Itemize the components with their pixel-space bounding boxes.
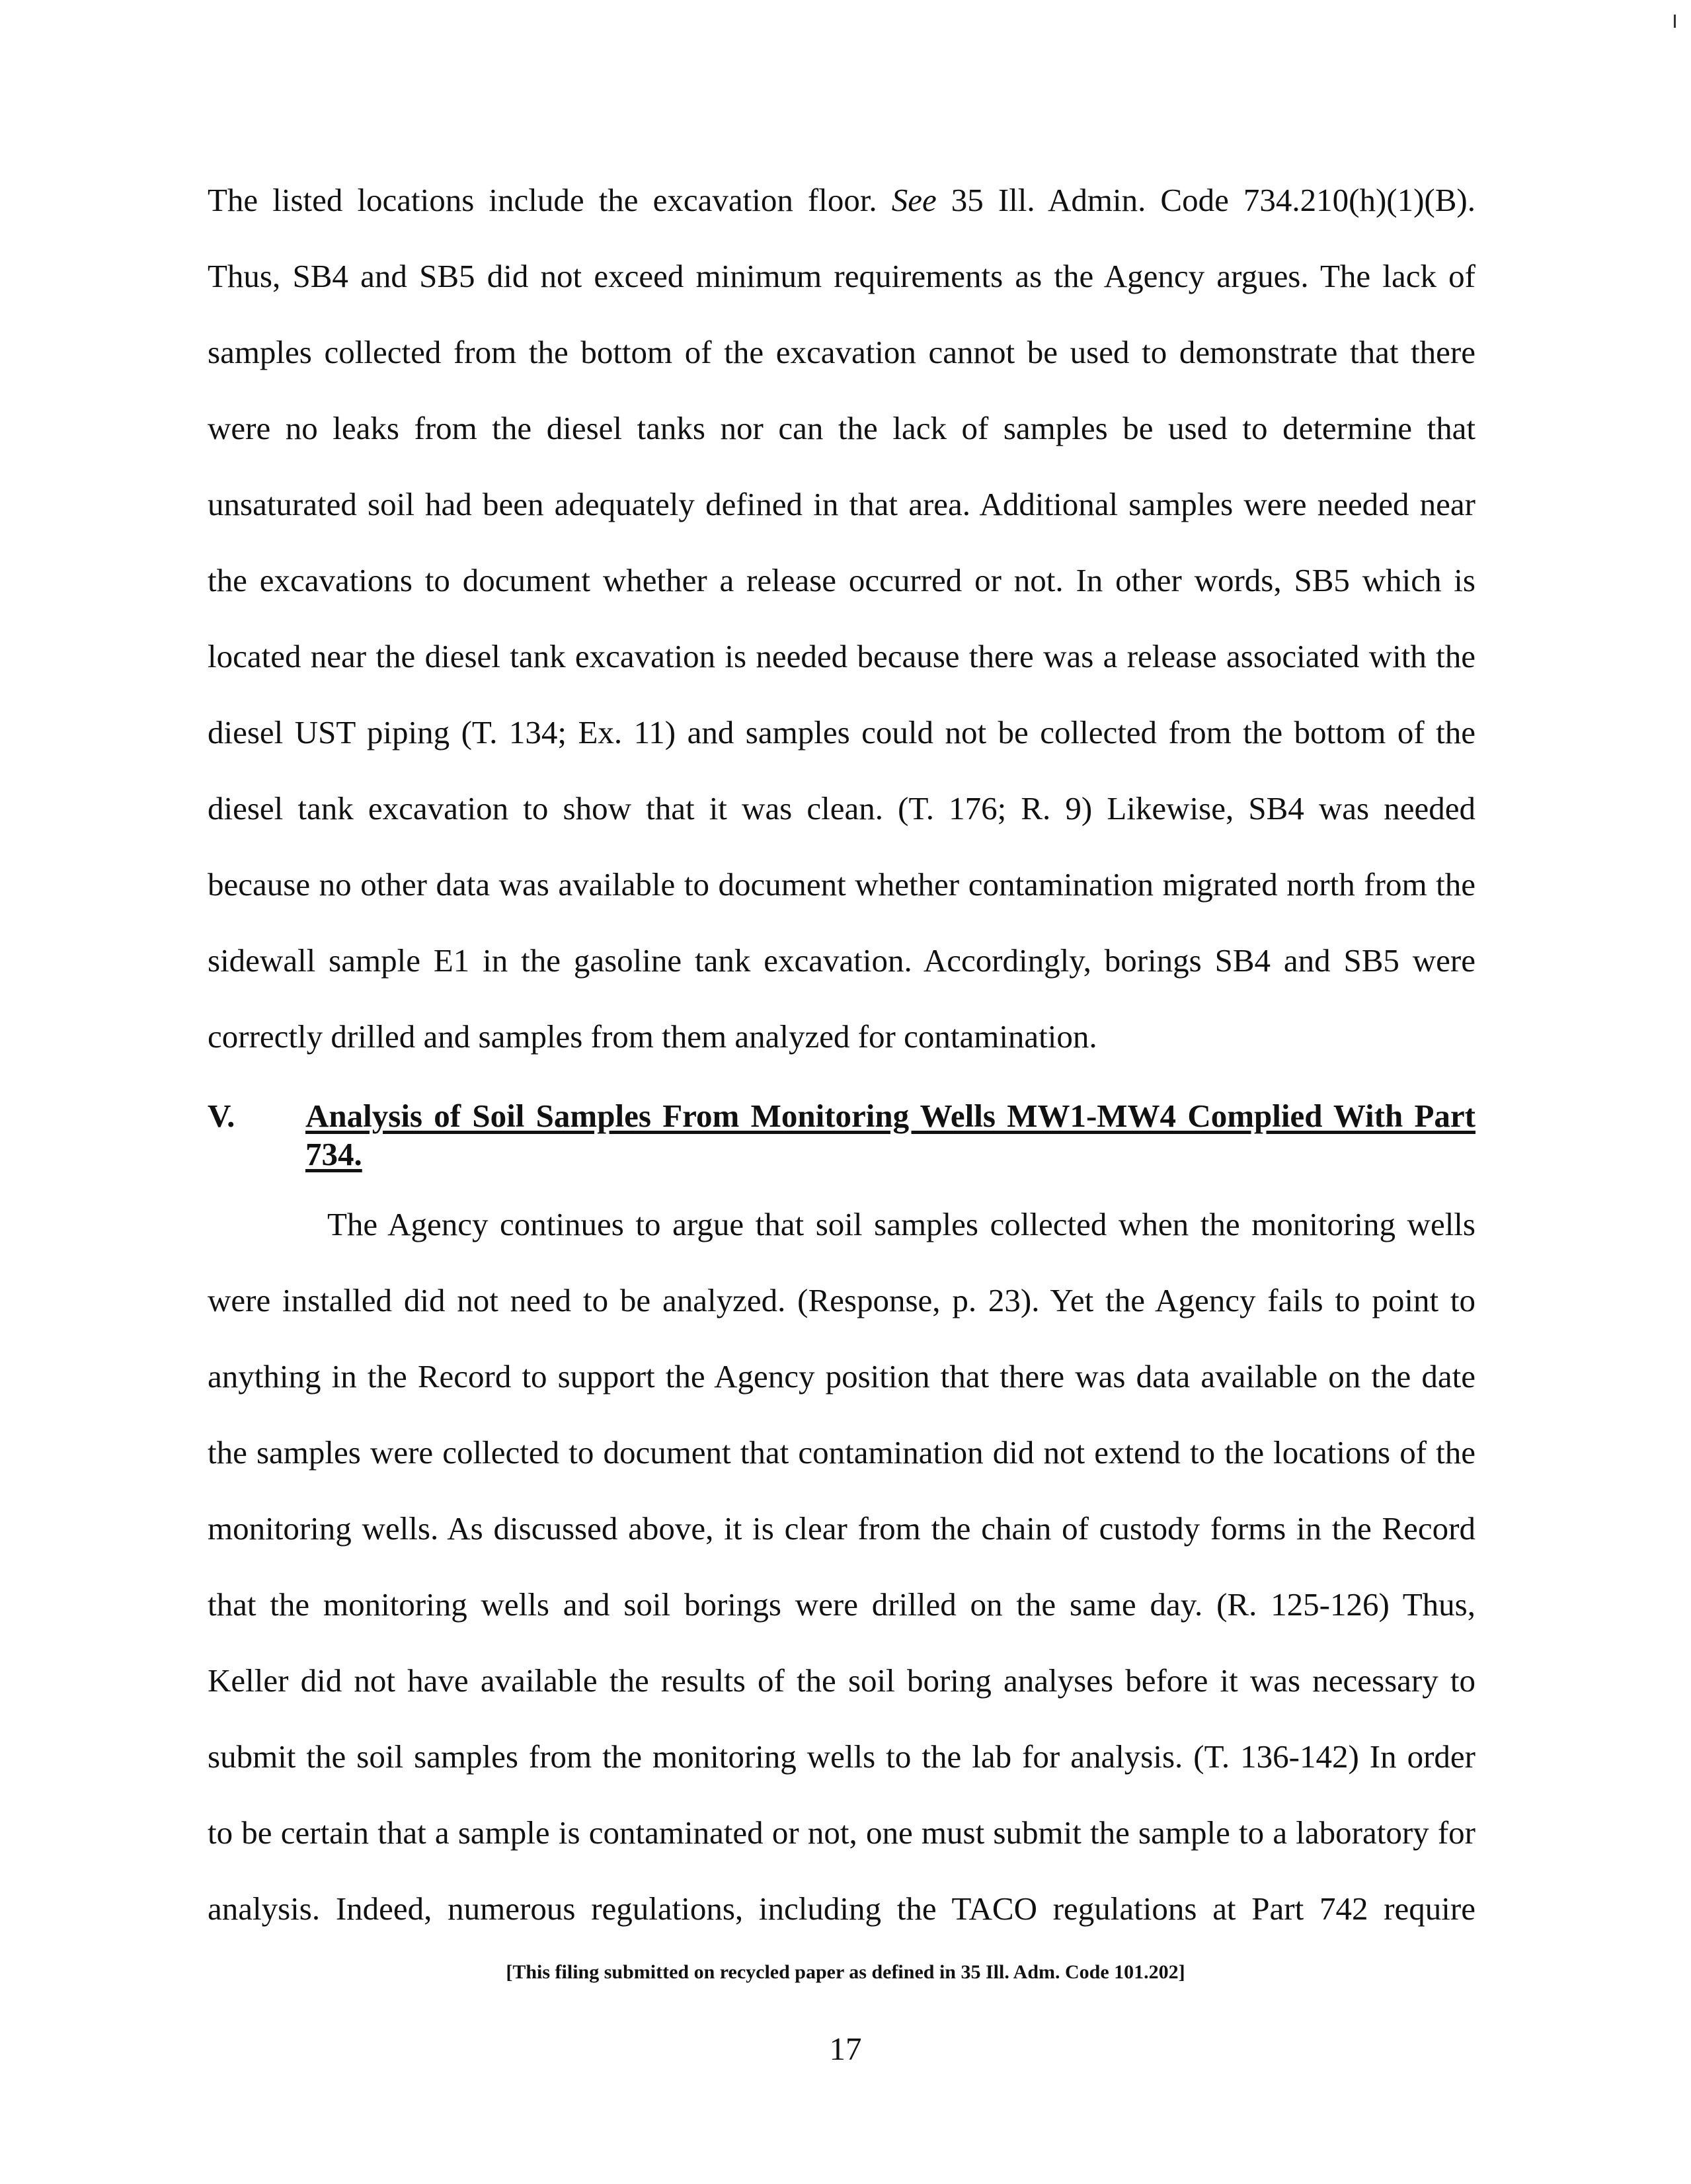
section-number: V. — [208, 1098, 235, 1134]
text-line — [208, 181, 1475, 220]
text-line: that the monitoring wells and soil borings were drilled on the same day. (R. 125-126) Thus, — [208, 1586, 1475, 1623]
text-line: to be certain that a sample is contaminated or not, one must submit the sample to a laboratory for — [208, 1814, 1475, 1851]
text-line: the excavations to document whether a release occurred or not. In other words, SB5 which is — [208, 562, 1475, 598]
text-line: monitoring wells. As discussed above, it is clear from the chain of custody forms in the Record — [208, 1510, 1475, 1547]
text-segment: The listed locations include the excavation floor. — [208, 182, 892, 218]
text-line: correctly drilled and samples from them analyzed for contamination. — [208, 1018, 1097, 1055]
text-line: were installed did not need to be analyzed. (Response, p. 23). Yet the Agency fails to point to — [208, 1282, 1475, 1318]
section-title-continued: 734. — [305, 1136, 362, 1172]
text-line: Keller did not have available the results of the soil boring analyses before it was necessary to — [208, 1662, 1475, 1699]
text-line: analysis. Indeed, numerous regulations, including the TACO regulations at Part 742 require — [208, 1890, 1475, 1927]
text-line: anything in the Record to support the Agency position that there was data available on the date — [208, 1358, 1475, 1395]
text-line: samples collected from the bottom of the excavation cannot be used to demonstrate that there — [208, 334, 1475, 370]
recycled-paper-footer: [This filing submitted on recycled paper as defined in 35 Ill. Adm. Code 101.202] — [506, 1961, 1185, 1983]
text-line: Thus, SB4 and SB5 did not exceed minimum requirements as the Agency argues. The lack of — [208, 258, 1475, 294]
section-title: Analysis of Soil Samples From Monitoring Wells MW1-MW4 Complied With Part — [305, 1098, 1475, 1134]
scan-mark — [1674, 15, 1676, 28]
text-segment: 35 Ill. Admin. Code 734.210(h)(1)(B). — [936, 182, 1475, 218]
text-line: located near the diesel tank excavation is needed because there was a release associated with the — [208, 638, 1475, 674]
text-line: the samples were collected to document that contamination did not extend to the locations of the — [208, 1434, 1475, 1471]
page-number: 17 — [829, 2031, 862, 2067]
text-line: unsaturated soil had been adequately defined in that area. Additional samples were needed near — [208, 486, 1475, 522]
citation-signal: See — [891, 182, 937, 218]
text-line: diesel UST piping (T. 134; Ex. 11) and samples could not be collected from the bottom of the — [208, 714, 1475, 750]
text-line: were no leaks from the diesel tanks nor can the lack of samples be used to determine that — [208, 410, 1475, 446]
text-line: diesel tank excavation to show that it was clean. (T. 176; R. 9) Likewise, SB4 was needed — [208, 790, 1475, 827]
text-line: sidewall sample E1 in the gasoline tank excavation. Accordingly, borings SB4 and SB5 were — [208, 942, 1475, 979]
text-line: because no other data was available to document whether contamination migrated north from the — [208, 866, 1475, 903]
text-line: submit the soil samples from the monitoring wells to the lab for analysis. (T. 136-142) In order — [208, 1738, 1475, 1775]
text-line: The Agency continues to argue that soil samples collected when the monitoring wells — [327, 1206, 1475, 1242]
